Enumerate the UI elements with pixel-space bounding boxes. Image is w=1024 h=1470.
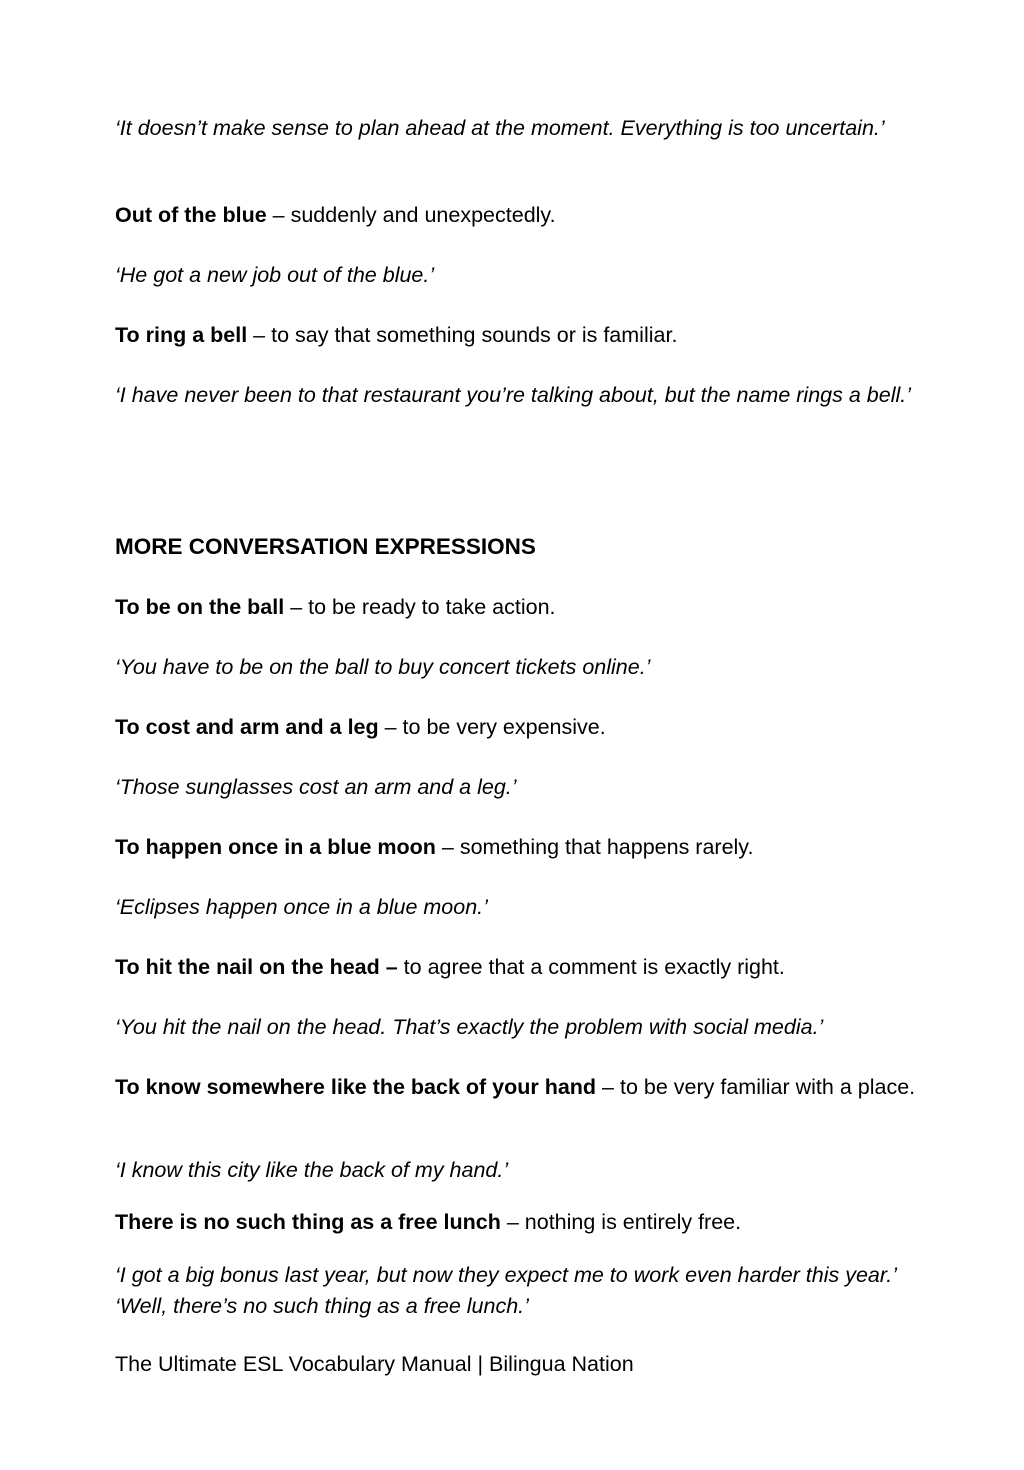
- idiom-definition: – to be very familiar with a place.: [596, 1075, 916, 1099]
- idiom-definition: to agree that a comment is exactly right.: [397, 955, 785, 979]
- idiom-entry: [115, 594, 945, 621]
- idiom-entry: [115, 714, 945, 741]
- example-sentence: ‘Eclipses happen once in a blue moon.’: [115, 895, 488, 919]
- idiom-term: To know somewhere like the back of your hand: [115, 1075, 597, 1099]
- idiom-entry: [115, 322, 945, 349]
- idiom-entry: [115, 202, 945, 229]
- idiom-term: To be on the ball: [115, 595, 285, 619]
- example-sentence: ‘I got a big bonus last year, but now they expect me to work even harder this year.’ ‘Well, there’s no such thing as a free lunch.’: [115, 1263, 896, 1318]
- idiom-term: To happen once in a blue moon: [115, 835, 436, 859]
- idiom-entry: [115, 834, 945, 861]
- page-footer: The Ultimate ESL Vocabulary Manual | Bilingua Nation: [115, 1352, 634, 1376]
- idiom-definition: – to be ready to take action.: [284, 595, 556, 619]
- idiom-definition: – something that happens rarely.: [435, 835, 754, 859]
- idiom-term: To cost and arm and a leg: [115, 715, 379, 739]
- idiom-definition: – nothing is entirely free.: [500, 1210, 742, 1234]
- example-sentence: ‘I have never been to that restaurant you’re talking about, but the name rings a bell.’: [115, 383, 911, 407]
- idiom-definition: – suddenly and unexpectedly.: [266, 203, 556, 227]
- idiom-entry: [115, 954, 945, 981]
- idiom-definition: – to be very expensive.: [378, 715, 606, 739]
- example-sentence: ‘It doesn’t make sense to plan ahead at the moment. Everything is too uncertain.’: [115, 116, 885, 140]
- example-sentence: ‘He got a new job out of the blue.’: [115, 263, 435, 287]
- idiom-term: Out of the blue: [115, 203, 267, 227]
- idiom-term: To ring a bell: [115, 323, 248, 347]
- example-sentence: ‘You have to be on the ball to buy concert tickets online.’: [115, 655, 651, 679]
- idiom-term: To hit the nail on the head –: [115, 955, 398, 979]
- section-heading: MORE CONVERSATION EXPRESSIONS: [115, 534, 536, 559]
- example-sentence: ‘I know this city like the back of my hand.’: [115, 1158, 509, 1182]
- example-sentence: ‘Those sunglasses cost an arm and a leg.’: [115, 775, 517, 799]
- idiom-term: There is no such thing as a free lunch: [115, 1210, 501, 1234]
- idiom-entry: [115, 1209, 945, 1236]
- idiom-entry: [115, 1072, 945, 1103]
- example-sentence: ‘You hit the nail on the head. That’s exactly the problem with social media.’: [115, 1015, 824, 1039]
- idiom-definition: – to say that something sounds or is familiar.: [247, 323, 678, 347]
